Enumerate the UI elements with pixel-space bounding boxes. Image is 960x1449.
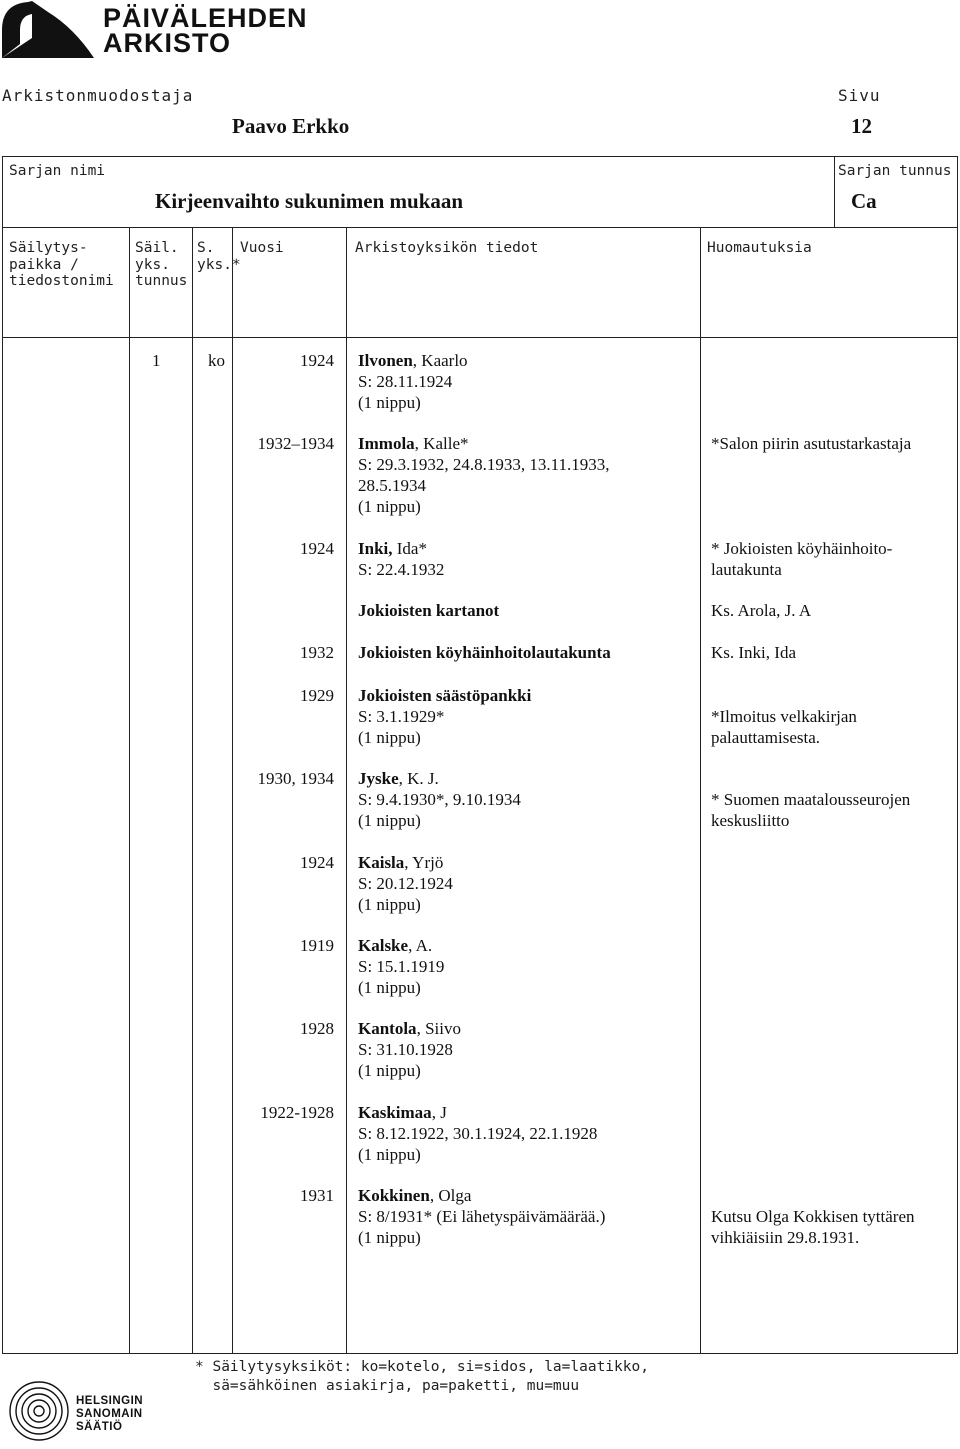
correspondent-surname: Kaisla: [358, 853, 405, 872]
foundation-logo-line-1: HELSINGIN: [76, 1395, 144, 1407]
entry-title: [358, 350, 468, 371]
entry-title: [358, 852, 443, 873]
column-header-unit-type: S. yks.*: [197, 240, 241, 273]
entry-year: 1924: [300, 853, 334, 872]
footnote-line-1: * Säilytysyksiköt: ko=kotelo, si=sidos, la=laatikko,: [195, 1359, 649, 1375]
paivalehden-arkisto-logo-icon: [2, 0, 94, 58]
correspondent-surname: Inki,: [358, 539, 393, 558]
entry-note-line: * Jokioisten köyhäinhoito-: [711, 539, 893, 558]
correspondent-surname: Kalske: [358, 936, 409, 955]
entry-detail-line: S: 20.12.1924: [358, 874, 453, 893]
page-label: Sivu: [838, 86, 881, 105]
correspondent-given-name: , K. J.: [398, 769, 439, 788]
entry-detail-line: (1 nippu): [358, 895, 421, 914]
entry-detail-line: S: 28.11.1924: [358, 372, 453, 391]
correspondent-given-name: , Olga: [429, 1186, 472, 1205]
entry-detail-line: S: 9.4.1930*, 9.10.1934: [358, 790, 521, 809]
entry-detail-line: S: 22.4.1932: [358, 560, 445, 579]
correspondent-surname: Kantola: [358, 1019, 417, 1038]
correspondent-given-name: , A.: [408, 936, 433, 955]
correspondent-surname: Jokioisten kartanot: [358, 601, 500, 620]
page-number: 12: [851, 114, 872, 138]
entry-title: [358, 685, 531, 706]
correspondent-surname: Immola: [358, 434, 415, 453]
entry-note-line: vihkiäisiin 29.8.1931.: [711, 1228, 860, 1247]
entry-note-line: * Suomen maatalousseurojen: [711, 790, 911, 809]
entry-detail-line: S: 29.3.1932, 24.8.1933, 13.11.1933,: [358, 455, 610, 474]
entry-year: 1932: [300, 643, 334, 662]
entry-title: [358, 768, 439, 789]
entry-note-line: *Ilmoitus velkakirjan: [711, 707, 857, 726]
column-header-unit-id: Säil. yks. tunnus: [135, 240, 188, 289]
correspondent-given-name: , Yrjö: [404, 853, 444, 872]
correspondent-given-name: , Siivo: [416, 1019, 461, 1038]
footnote-line-2: sä=sähköinen asiakirja, pa=paketti, mu=muu: [195, 1378, 580, 1394]
correspondent-given-name: , J: [431, 1103, 447, 1122]
helsingin-sanomain-saatio-logo-icon: [8, 1380, 70, 1442]
entry-title: [358, 600, 499, 621]
entry-year: 1930, 1934: [257, 769, 334, 788]
column-header-notes: Huomautuksia: [707, 240, 812, 256]
entry-year: 1919: [300, 936, 334, 955]
series-id-value: Ca: [851, 189, 877, 213]
series-id-label: Sarjan tunnus: [838, 163, 952, 179]
entry-title: [358, 1102, 447, 1123]
entry-detail-line: (1 nippu): [358, 393, 421, 412]
entry-year: 1931: [300, 1186, 334, 1205]
entry-note-line: palauttamisesta.: [711, 728, 821, 747]
unit-type: ko: [208, 351, 225, 370]
entry-title: [358, 538, 427, 559]
entry-title: [358, 1018, 461, 1039]
entry-title: [358, 1185, 471, 1206]
creator-value: Paavo Erkko: [232, 114, 350, 138]
archive-logo: [0, 0, 308, 62]
entry-year: 1924: [300, 539, 334, 558]
series-name-label: Sarjan nimi: [9, 163, 106, 179]
entry-detail-line: (1 nippu): [358, 811, 421, 830]
correspondent-surname: Jokioisten säästöpankki: [358, 686, 532, 705]
entry-detail-line: (1 nippu): [358, 1228, 421, 1247]
creator-label: Arkistonmuodostaja: [2, 86, 194, 105]
correspondent-surname: Kaskimaa: [358, 1103, 432, 1122]
correspondent-given-name: Ida*: [392, 539, 427, 558]
entry-note-line: Ks. Arola, J. A: [711, 601, 812, 620]
logo-line-2: ARKISTO: [103, 28, 232, 58]
correspondent-given-name: , Kalle*: [414, 434, 469, 453]
unit-id: 1: [152, 351, 161, 370]
correspondent-surname: Kokkinen: [358, 1186, 430, 1205]
entry-detail-line: (1 nippu): [358, 497, 421, 516]
foundation-logo-line-3: SÄÄTIÖ: [76, 1421, 123, 1433]
entry-detail-line: 28.5.1934: [358, 476, 426, 495]
entry-year: 1929: [300, 686, 334, 705]
correspondent-surname: Ilvonen: [358, 351, 413, 370]
correspondent-surname: Jyske: [358, 769, 399, 788]
entry-note-line: *Salon piirin asutustarkastaja: [711, 434, 912, 453]
entry-title: [358, 642, 611, 663]
entry-detail-line: S: 8/1931* (Ei lähetyspäivämäärää.): [358, 1207, 606, 1226]
column-header-year: Vuosi: [240, 240, 284, 256]
column-header-details: Arkistoyksikön tiedot: [355, 240, 539, 256]
column-header-location: Säilytys- paikka / tiedostonimi: [9, 240, 114, 289]
entry-detail-line: (1 nippu): [358, 1061, 421, 1080]
correspondent-given-name: , Kaarlo: [412, 351, 468, 370]
entry-detail-line: S: 15.1.1919: [358, 957, 445, 976]
entry-detail-line: (1 nippu): [358, 1145, 421, 1164]
entry-detail-line: S: 31.10.1928: [358, 1040, 453, 1059]
series-name-value: Kirjeenvaihto sukunimen mukaan: [155, 189, 464, 213]
entry-detail-line: S: 8.12.1922, 30.1.1924, 22.1.1928: [358, 1124, 598, 1143]
entry-title: [358, 935, 432, 956]
entry-detail-line: (1 nippu): [358, 728, 421, 747]
entry-note-line: Ks. Inki, Ida: [711, 643, 796, 662]
entry-detail-line: (1 nippu): [358, 978, 421, 997]
entry-year: 1928: [300, 1019, 334, 1038]
entry-note-line: Kutsu Olga Kokkisen tyttären: [711, 1207, 915, 1226]
logo-line-1: PÄIVÄLEHDEN: [103, 3, 308, 33]
entry-year: 1924: [300, 351, 334, 370]
entry-detail-line: S: 3.1.1929*: [358, 707, 445, 726]
entry-title: [358, 433, 469, 454]
correspondent-surname: Jokioisten köyhäinhoitolautakunta: [358, 643, 611, 662]
entry-year: 1922-1928: [260, 1103, 334, 1122]
entry-year: 1932–1934: [257, 434, 334, 453]
entry-note-line: lautakunta: [711, 560, 782, 579]
foundation-logo-line-2: SANOMAIN: [76, 1408, 143, 1420]
foundation-logo: [8, 1380, 148, 1446]
entry-note-line: keskusliitto: [711, 811, 790, 830]
